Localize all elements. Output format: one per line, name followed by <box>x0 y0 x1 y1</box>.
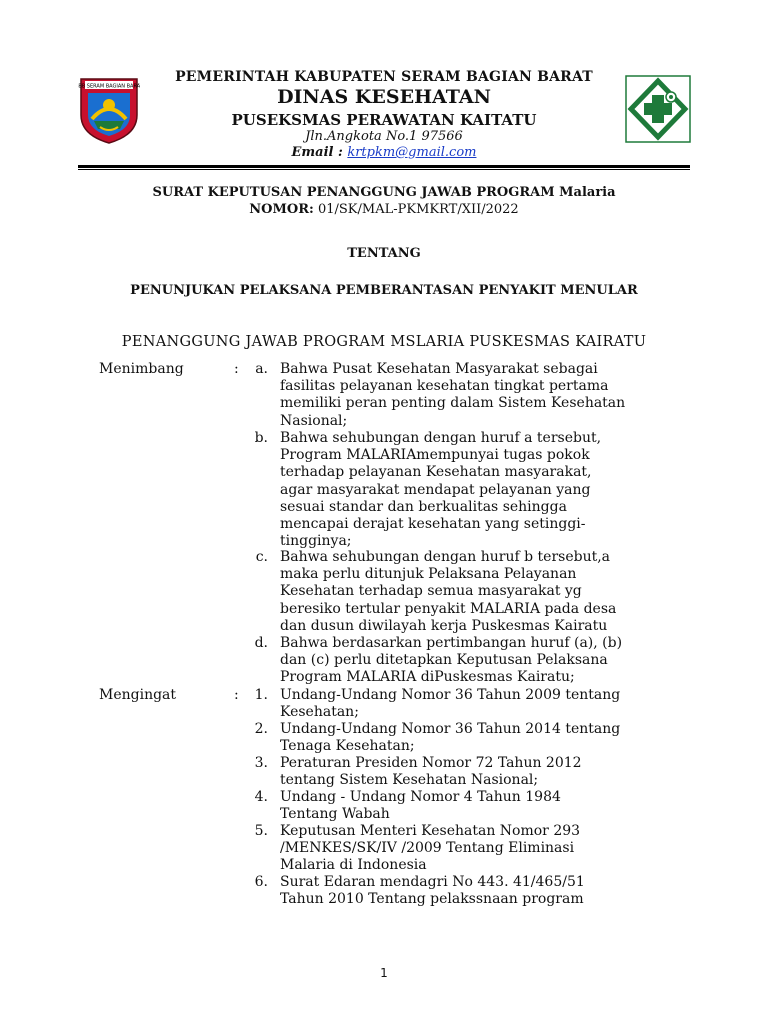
mengingat-mark-4: 4. <box>254 789 268 805</box>
nomor-value: 01/SK/MAL-PKMKRT/XII/2022 <box>313 202 519 217</box>
page-number: 1 <box>380 966 388 980</box>
mengingat-mark-5: 5. <box>254 823 268 839</box>
menimbang-mark-c: c. <box>255 549 268 565</box>
mengingat-colon: : <box>234 687 239 703</box>
decree-title: SURAT KEPUTUSAN PENANGGUNG JAWAB PROGRAM Malaria <box>152 185 616 200</box>
menimbang-label: Menimbang <box>99 361 184 377</box>
menimbang-colon: : <box>234 361 239 377</box>
mengingat-item-4: Undang - Undang Nomor 4 Tahun 1984 Tentang Wabah <box>280 789 561 823</box>
menimbang-item-a: Bahwa Pusat Kesehatan Masyarakat sebagai fasilitas pelayanan kesehatan tingkat pertama memiliki peran penting dalam Sistem Kesehatan Nasional; <box>280 361 626 429</box>
mengingat-item-3: Peraturan Presiden Nomor 72 Tahun 2012 tentang Sistem Kesehatan Nasional; <box>280 755 582 789</box>
header-puskesmas: PUSEKSMAS PERAWATAN KAITATU <box>231 111 537 129</box>
mengingat-item-2: Undang-Undang Nomor 36 Tahun 2014 tentang Tenaga Kesehatan; <box>280 721 621 755</box>
header-divider-thick <box>78 165 690 168</box>
svg-text:SBB SERAM BAGIAN BARAT: SBB SERAM BAGIAN BARAT <box>78 83 140 90</box>
decree-number <box>0 202 768 217</box>
subject-heading: PENUNJUKAN PELAKSANA PEMBERANTASAN PENYAKIT MENULAR <box>130 283 638 298</box>
menimbang-mark-d: d. <box>254 635 268 651</box>
email-label: Email : <box>291 145 348 160</box>
menimbang-mark-a: a. <box>255 361 268 377</box>
responsible-heading: PENANGGUNG JAWAB PROGRAM MSLARIA PUSKESMAS KAIRATU <box>121 334 647 350</box>
mengingat-mark-2: 2. <box>254 721 268 737</box>
email-link[interactable]: krtpkm@gmail.com <box>347 145 477 160</box>
nomor-label: NOMOR: <box>249 202 314 217</box>
menimbang-mark-b: b. <box>254 430 268 446</box>
header-government: PEMERINTAH KABUPATEN SERAM BAGIAN BARAT <box>175 69 593 85</box>
mengingat-item-1: Undang-Undang Nomor 36 Tahun 2009 tentang Kesehatan; <box>280 687 621 721</box>
tentang-heading: TENTANG <box>347 246 421 261</box>
menimbang-item-b: Bahwa sehubungan dengan huruf a tersebut, Program MALARIAmempunyai tugas pokok terhadap pelayanan Kesehatan masyarakat, agar masyarakat mendapat pelayanan yang sesuai standar dan berkualitas sehingga mencapai derajat kesehatan yang setinggi- tingginya; <box>280 430 602 550</box>
mengingat-mark-1: 1. <box>254 687 268 703</box>
mengingat-label: Mengingat <box>99 687 177 703</box>
mengingat-item-6: Surat Edaran mendagri No 443. 41/465/51 Tahun 2010 Tentang pelakssnaan program <box>280 874 585 908</box>
header-email <box>0 145 768 160</box>
header-department: DINAS KESEHATAN <box>277 86 491 108</box>
header-divider-thin <box>78 169 690 170</box>
header-address: Jln.Angkota No.1 97566 <box>305 129 463 144</box>
mengingat-mark-3: 3. <box>254 755 268 771</box>
menimbang-item-c: Bahwa sehubungan dengan huruf b tersebut,a maka perlu ditunjuk Pelaksana Pelayanan Kesehatan terhadap semua masyarakat yg beresiko tertular penyakit MALARIA pada desa dan dusun diwilayah kerja Puskesmas Kairatu <box>280 549 617 634</box>
menimbang-item-d: Bahwa berdasarkan pertimbangan huruf (a), (b) dan (c) perlu ditetapkan Keputusan Pelaksana Program MALARIA diPuskesmas Kairatu; <box>280 635 623 686</box>
mengingat-item-5: Keputusan Menteri Kesehatan Nomor 293 /MENKES/SK/IV /2009 Tentang Eliminasi Malaria di Indonesia <box>280 823 581 874</box>
mengingat-mark-6: 6. <box>254 874 268 890</box>
